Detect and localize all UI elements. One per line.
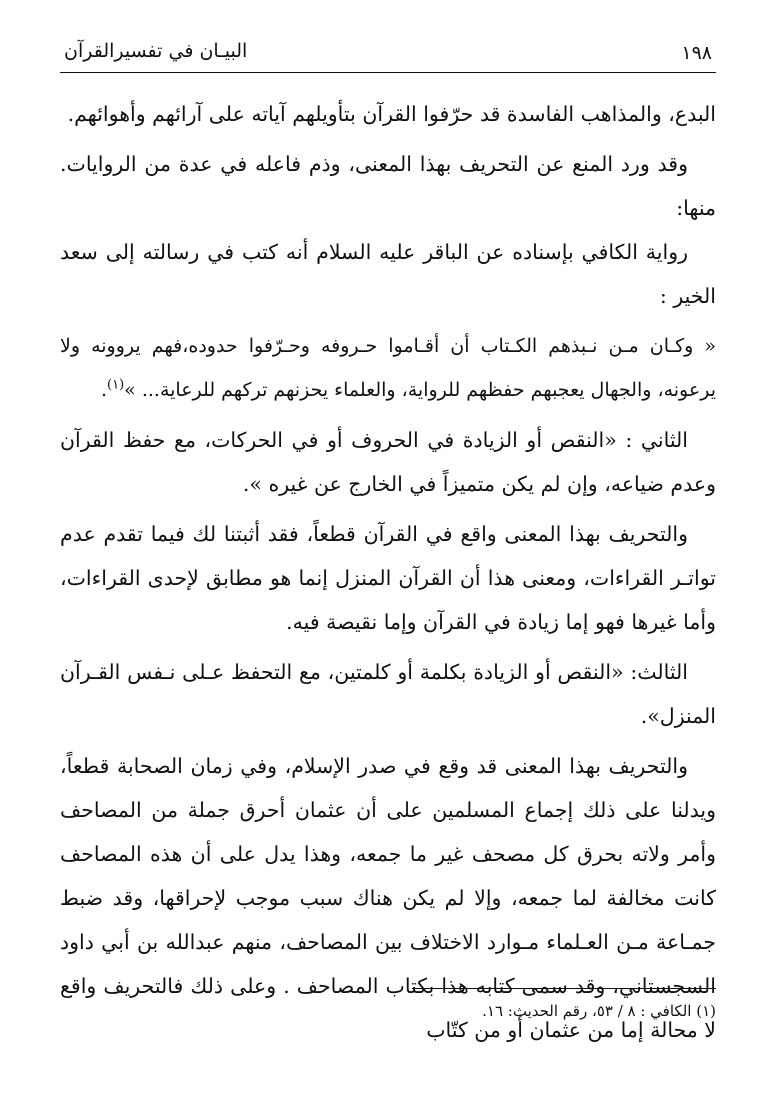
paragraph-2: وقد ورد المنع عن التحريف بهذا المعنى، وذم فاعله في عدة من الروايات. منها: [60,152,716,220]
page-number: ١٩٨ [681,42,712,64]
paragraph-3: رواية الكافي بإسناده عن الباقر عليه السلام أنه كتب في رسالته إلى سعد الخير : [60,240,716,308]
quotation-end: . [100,379,108,401]
footnote-divider [412,988,716,989]
paragraph-1: البدع، والمذاهب الفاسدة قد حرّفوا القرآن بتأويلهم آياته على آرائهم وأهوائهم. [67,102,716,126]
body-text [60,92,716,1052]
footnote: (١) الكافي : ٨ / ٥٣، رقم الحديث: ١٦. [482,1002,716,1020]
paragraph-7: والتحريف بهذا المعنى قد وقع في صدر الإسلام، وفي زمان الصحابة قطعاً، ويدلنا على ذلك إجماع المسلمين على أن عثمان أحرق جملة من المصاحف وأمر ولاته بحرق كل مصحف غير ما جمعه، وهذا يدل على أن هذه المصاحف كانت مخالفة لما جمعه، وإلا لم يكن هناك سبب موجب لإحراقها، وقد ضبط جمـاعة مـن العـلماء مـوارد الاختلاف بين المصاحف، منهم عبدالله بن أبي داود السجستاني، وقد سمى كتابه هذا بكتاب المصاحف . وعلى ذلك فالتحريف واقع لا محالة إما من عثمان أو من كتّاب [60,754,716,1042]
footnote-reference[interactable]: (١) [107,377,125,393]
page-header [60,34,716,73]
quotation-text: « وكـان مـن نـبذهم الكـتاب أن أقـاموا حـروفه وحـرّفوا حدوده،فهم يروونه ولا يرعونه، والجهال يعجبهم حفظهم للرواية، والعلماء يحزنهم تركهم للرعاية... » [60,335,716,401]
running-title: البيـان في تفسيرالقرآن [64,40,248,62]
quotation [60,324,716,412]
paragraph-5: والتحريف بهذا المعنى واقع في القرآن قطعاً، فقد أثبتنا لك فيما تقدم عدم تواتـر القراءات، ومعنى هذا أن القرآن المنزل إنما هو مطابق لإحدى القراءات، وأما غيرها فهو إما زيادة في القرآن وإما نقيصة فيه. [60,522,716,634]
paragraph-4: الثاني : «النقص أو الزيادة في الحروف أو في الحركات، مع حفظ القرآن وعدم ضياعه، وإن لم يكن متميزاً في الخارج عن غيره ». [60,428,716,496]
paragraph-6: الثالث: «النقص أو الزيادة بكلمة أو كلمتين، مع التحفظ عـلى نـفس القـرآن المنزل». [60,660,716,728]
